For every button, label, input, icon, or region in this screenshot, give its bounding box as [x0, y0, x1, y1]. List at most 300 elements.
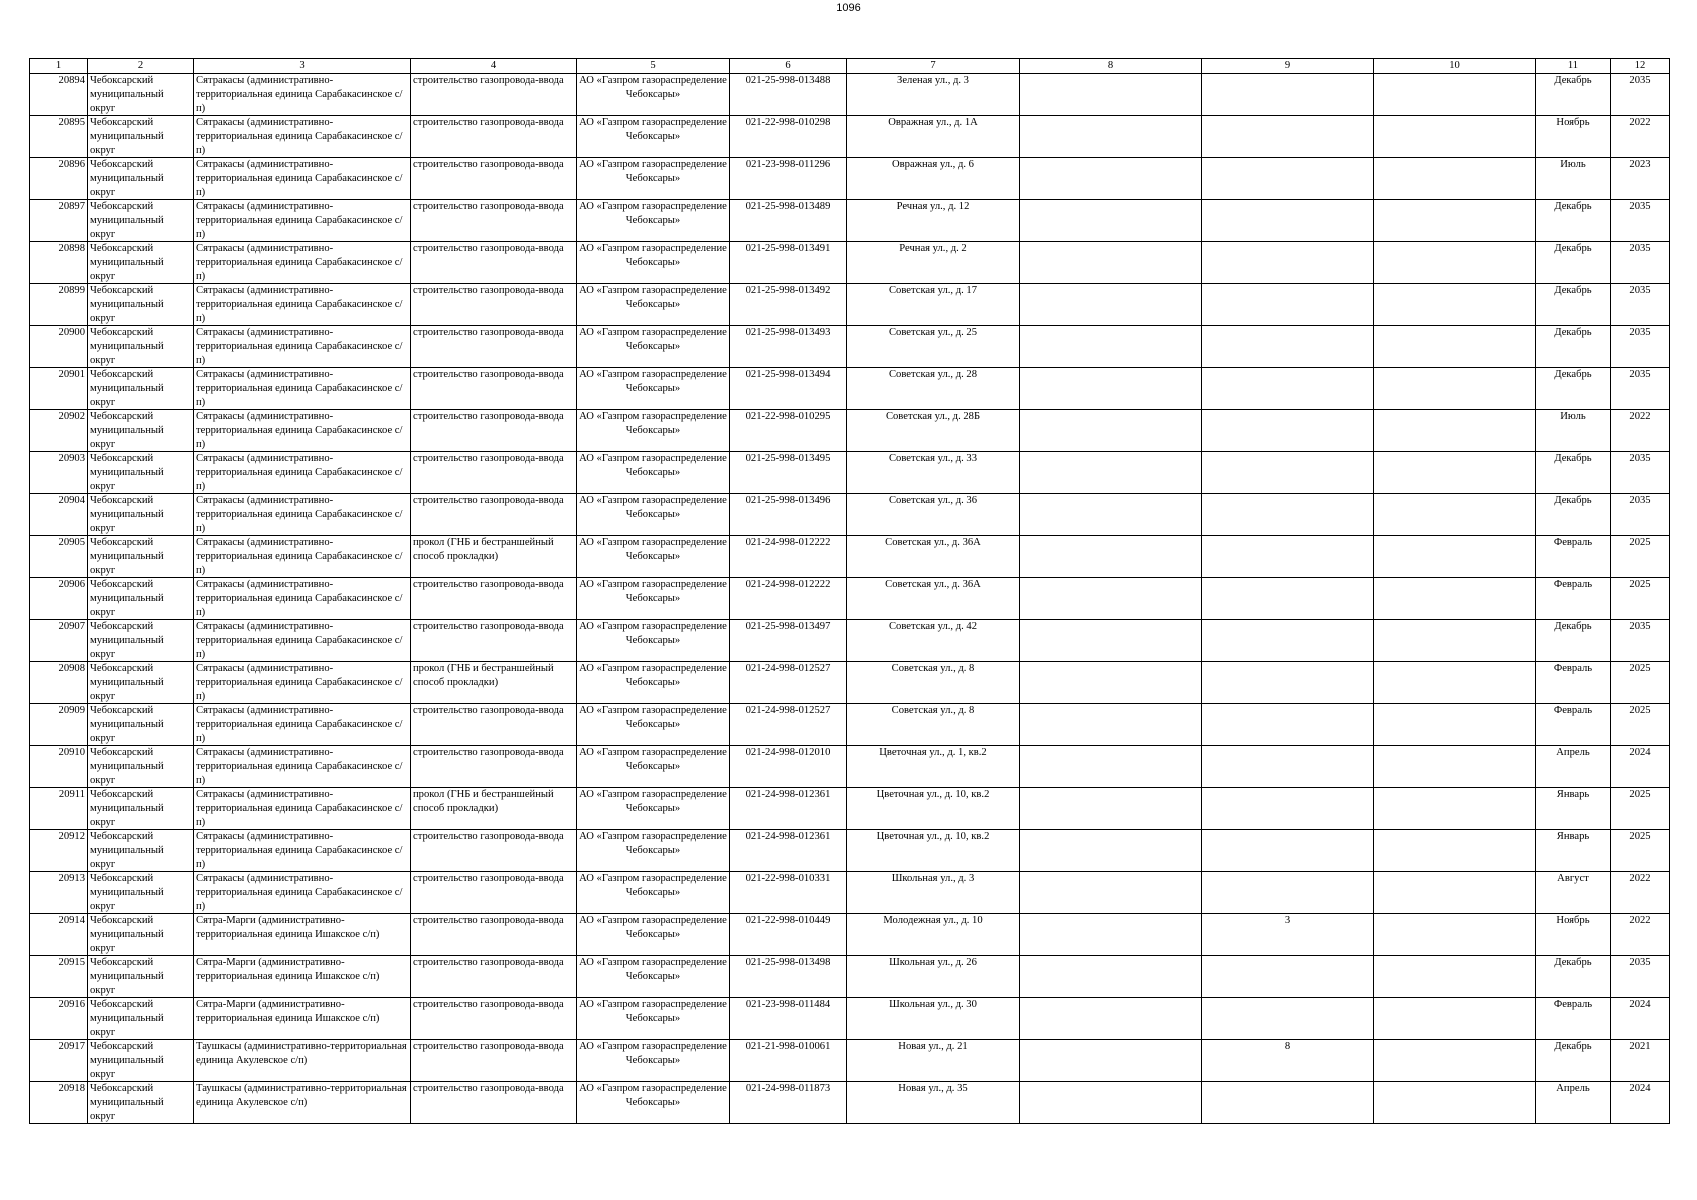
- district-cell-text: Чебоксарский муниципальный округ: [90, 453, 164, 492]
- column-8-cell: [1020, 830, 1202, 872]
- locality-cell-text: Сятракасы (административно-территориальная единица Сарабакасинское с/п): [196, 411, 403, 450]
- row-number: [30, 326, 88, 368]
- address-cell: [847, 200, 1020, 242]
- object-code-cell-text: 021-24-998-012222: [745, 579, 831, 590]
- column-9-cell: [1202, 578, 1374, 620]
- work-type-cell: [411, 1040, 577, 1082]
- year-cell-text: 2022: [1629, 873, 1651, 884]
- district-cell: [88, 1040, 194, 1082]
- column-9-cell: [1202, 284, 1374, 326]
- year-cell: [1611, 116, 1670, 158]
- district-cell: [88, 914, 194, 956]
- year-cell: [1611, 452, 1670, 494]
- row-number-text: 20896: [58, 159, 85, 170]
- row-number: [30, 620, 88, 662]
- object-code-cell: [730, 284, 847, 326]
- work-type-cell-text: строительство газопровода-ввода: [413, 75, 564, 86]
- work-type-cell: [411, 1082, 577, 1124]
- year-cell-text: 2022: [1629, 411, 1651, 422]
- year-cell: [1611, 956, 1670, 998]
- locality-cell: [194, 956, 411, 998]
- column-10-cell-text: [1376, 998, 1533, 1039]
- locality-cell-text: Сятра-Марги (административно-территориальная единица Ишакское с/п): [196, 915, 380, 940]
- month-cell: [1536, 242, 1611, 284]
- organization-cell-text: АО «Газпром газораспределение Чебоксары»: [579, 873, 727, 898]
- organization-cell: [577, 662, 730, 704]
- column-9-cell-text: [1204, 452, 1371, 493]
- column-9-cell: [1202, 494, 1374, 536]
- object-code-cell-text: 021-22-998-010449: [745, 915, 831, 926]
- locality-cell-text: Сятракасы (административно-территориальная единица Сарабакасинское с/п): [196, 243, 403, 282]
- row-number: [30, 704, 88, 746]
- column-10-cell-text: [1376, 242, 1533, 283]
- column-8-cell: [1020, 704, 1202, 746]
- column-10-cell-text: [1376, 662, 1533, 703]
- district-cell-text: Чебоксарский муниципальный округ: [90, 747, 164, 786]
- year-cell: [1611, 410, 1670, 452]
- column-8-cell: [1020, 368, 1202, 410]
- object-code-cell-text: 021-24-998-012361: [745, 831, 831, 842]
- row-number: [30, 200, 88, 242]
- address-cell-text: Школьная ул., д. 3: [891, 873, 975, 884]
- column-9-cell: [1202, 368, 1374, 410]
- row-number: [30, 74, 88, 116]
- column-10-cell: [1374, 116, 1536, 158]
- table-row: [30, 284, 1670, 326]
- object-code-cell: [730, 326, 847, 368]
- year-cell: [1611, 284, 1670, 326]
- row-number-text: 20912: [58, 831, 85, 842]
- address-cell: [847, 242, 1020, 284]
- column-8-cell: [1020, 788, 1202, 830]
- work-type-cell: [411, 74, 577, 116]
- district-cell-text: Чебоксарский муниципальный округ: [90, 957, 164, 996]
- object-code-cell: [730, 830, 847, 872]
- object-code-cell-text: 021-24-998-012361: [745, 789, 831, 800]
- address-cell: [847, 536, 1020, 578]
- locality-cell: [194, 74, 411, 116]
- column-8-cell: [1020, 74, 1202, 116]
- object-code-cell: [730, 788, 847, 830]
- work-type-cell-text: прокол (ГНБ и бестраншейный способ прокладки): [413, 789, 554, 814]
- object-code-cell: [730, 74, 847, 116]
- column-header: 4: [411, 59, 577, 74]
- column-10-cell: [1374, 242, 1536, 284]
- locality-cell-text: Сятракасы (административно-территориальная единица Сарабакасинское с/п): [196, 789, 403, 828]
- month-cell: [1536, 578, 1611, 620]
- address-cell-text: Цветочная ул., д. 10, кв.2: [876, 789, 990, 800]
- column-8-cell: [1020, 452, 1202, 494]
- column-8-cell: [1020, 956, 1202, 998]
- year-cell-text: 2023: [1629, 159, 1651, 170]
- month-cell: [1536, 410, 1611, 452]
- work-type-cell: [411, 158, 577, 200]
- work-type-cell-text: строительство газопровода-ввода: [413, 999, 564, 1010]
- organization-cell: [577, 536, 730, 578]
- object-code-cell: [730, 914, 847, 956]
- month-cell-text: Декабрь: [1554, 285, 1592, 296]
- column-header: 7: [847, 59, 1020, 74]
- district-cell: [88, 452, 194, 494]
- object-code-cell: [730, 1040, 847, 1082]
- work-type-cell-text: строительство газопровода-ввода: [413, 915, 564, 926]
- organization-cell-text: АО «Газпром газораспределение Чебоксары»: [579, 747, 727, 772]
- district-cell-text: Чебоксарский муниципальный округ: [90, 117, 164, 156]
- year-cell-text: 2025: [1629, 537, 1651, 548]
- row-number-text: 20911: [58, 789, 85, 800]
- locality-cell: [194, 578, 411, 620]
- year-cell-text: 2035: [1629, 201, 1651, 212]
- month-cell-text: Декабрь: [1554, 327, 1592, 338]
- month-cell-text: Декабрь: [1554, 1041, 1592, 1052]
- work-type-cell: [411, 704, 577, 746]
- column-8-cell-text: [1022, 788, 1199, 829]
- column-8-cell-text: [1022, 746, 1199, 787]
- column-10-cell-text: [1376, 746, 1533, 787]
- work-type-cell: [411, 578, 577, 620]
- table-row: [30, 200, 1670, 242]
- address-cell-text: Речная ул., д. 12: [896, 201, 970, 212]
- month-cell-text: Декабрь: [1554, 495, 1592, 506]
- work-type-cell-text: строительство газопровода-ввода: [413, 495, 564, 506]
- row-number-text: 20917: [58, 1041, 85, 1052]
- row-number-text: 20902: [58, 411, 85, 422]
- district-cell: [88, 830, 194, 872]
- object-code-cell-text: 021-22-998-010331: [745, 873, 831, 884]
- address-cell-text: Советская ул., д. 17: [888, 285, 978, 296]
- column-8-cell: [1020, 284, 1202, 326]
- organization-cell-text: АО «Газпром газораспределение Чебоксары»: [579, 831, 727, 856]
- column-9-cell: [1202, 914, 1374, 956]
- locality-cell-text: Сятракасы (административно-территориальная единица Сарабакасинское с/п): [196, 285, 403, 324]
- district-cell-text: Чебоксарский муниципальный округ: [90, 327, 164, 366]
- column-9-cell-text: [1204, 368, 1371, 409]
- year-cell: [1611, 788, 1670, 830]
- month-cell-text: Февраль: [1553, 663, 1593, 674]
- address-cell-text: Овражная ул., д. 6: [892, 159, 974, 170]
- object-code-cell: [730, 242, 847, 284]
- object-code-cell: [730, 410, 847, 452]
- registry-table: [29, 58, 1670, 1124]
- table-row: [30, 998, 1670, 1040]
- work-type-cell: [411, 410, 577, 452]
- work-type-cell: [411, 536, 577, 578]
- district-cell-text: Чебоксарский муниципальный округ: [90, 873, 164, 912]
- district-cell: [88, 1082, 194, 1124]
- column-10-cell: [1374, 284, 1536, 326]
- object-code-cell-text: 021-25-998-013497: [745, 621, 831, 632]
- column-10-cell: [1374, 494, 1536, 536]
- work-type-cell-text: прокол (ГНБ и бестраншейный способ прокладки): [413, 537, 554, 562]
- month-cell: [1536, 620, 1611, 662]
- address-cell-text: Речная ул., д. 2: [899, 243, 967, 254]
- table-row: [30, 368, 1670, 410]
- address-cell: [847, 494, 1020, 536]
- locality-cell-text: Сятракасы (административно-территориальная единица Сарабакасинское с/п): [196, 453, 403, 492]
- column-9-cell-text: [1204, 746, 1371, 787]
- column-8-cell-text: [1022, 368, 1199, 409]
- column-9-cell: [1202, 74, 1374, 116]
- object-code-cell: [730, 116, 847, 158]
- row-number: [30, 158, 88, 200]
- address-cell-text: Цветочная ул., д. 10, кв.2: [876, 831, 990, 842]
- column-10-cell-text: [1376, 1082, 1533, 1123]
- month-cell: [1536, 284, 1611, 326]
- locality-cell-text: Сятра-Марги (административно-территориальная единица Ишакское с/п): [196, 999, 380, 1024]
- year-cell: [1611, 1040, 1670, 1082]
- column-10-cell-text: [1376, 956, 1533, 997]
- row-number-text: 20915: [58, 957, 85, 968]
- locality-cell-text: Сятракасы (административно-территориальная единица Сарабакасинское с/п): [196, 75, 403, 114]
- row-number: [30, 368, 88, 410]
- column-header: 11: [1536, 59, 1611, 74]
- object-code-cell-text: 021-24-998-012527: [745, 663, 831, 674]
- organization-cell-text: АО «Газпром газораспределение Чебоксары»: [579, 999, 727, 1024]
- column-9-cell-text: [1204, 704, 1371, 745]
- organization-cell-text: АО «Газпром газораспределение Чебоксары»: [579, 495, 727, 520]
- row-number: [30, 578, 88, 620]
- column-10-cell-text: [1376, 578, 1533, 619]
- column-10-cell-text: [1376, 74, 1533, 115]
- object-code-cell-text: 021-23-998-011484: [745, 999, 831, 1010]
- district-cell-text: Чебоксарский муниципальный округ: [90, 369, 164, 408]
- locality-cell: [194, 830, 411, 872]
- organization-cell: [577, 956, 730, 998]
- locality-cell-text: Сятра-Марги (административно-территориальная единица Ишакское с/п): [196, 957, 380, 982]
- object-code-cell-text: 021-25-998-013493: [745, 327, 831, 338]
- district-cell-text: Чебоксарский муниципальный округ: [90, 705, 164, 744]
- column-10-cell: [1374, 746, 1536, 788]
- address-cell: [847, 662, 1020, 704]
- address-cell-text: Советская ул., д. 28Б: [885, 411, 981, 422]
- row-number-text: 20907: [58, 621, 85, 632]
- locality-cell-text: Сятракасы (административно-территориальная единица Сарабакасинское с/п): [196, 495, 403, 534]
- row-number: [30, 746, 88, 788]
- work-type-cell: [411, 956, 577, 998]
- organization-cell-text: АО «Газпром газораспределение Чебоксары»: [579, 243, 727, 268]
- object-code-cell: [730, 452, 847, 494]
- month-cell-text: Февраль: [1553, 537, 1593, 548]
- object-code-cell-text: 021-25-998-013489: [745, 201, 831, 212]
- month-cell: [1536, 116, 1611, 158]
- month-cell-text: Август: [1557, 873, 1589, 884]
- object-code-cell-text: 021-25-998-013491: [745, 243, 831, 254]
- organization-cell-text: АО «Газпром газораспределение Чебоксары»: [579, 327, 727, 352]
- column-8-cell: [1020, 536, 1202, 578]
- column-8-cell: [1020, 1040, 1202, 1082]
- column-9-cell: [1202, 662, 1374, 704]
- work-type-cell-text: строительство газопровода-ввода: [413, 411, 564, 422]
- locality-cell-text: Сятракасы (административно-территориальная единица Сарабакасинское с/п): [196, 117, 403, 156]
- organization-cell-text: АО «Газпром газораспределение Чебоксары»: [579, 453, 727, 478]
- organization-cell: [577, 158, 730, 200]
- column-8-cell-text: [1022, 452, 1199, 493]
- column-header: 10: [1374, 59, 1536, 74]
- column-8-cell: [1020, 620, 1202, 662]
- column-10-cell-text: [1376, 494, 1533, 535]
- organization-cell: [577, 620, 730, 662]
- column-10-cell: [1374, 620, 1536, 662]
- locality-cell: [194, 788, 411, 830]
- work-type-cell: [411, 116, 577, 158]
- organization-cell-text: АО «Газпром газораспределение Чебоксары»: [579, 369, 727, 394]
- address-cell: [847, 998, 1020, 1040]
- work-type-cell: [411, 914, 577, 956]
- organization-cell: [577, 998, 730, 1040]
- address-cell: [847, 620, 1020, 662]
- district-cell-text: Чебоксарский муниципальный округ: [90, 537, 164, 576]
- column-8-cell-text: [1022, 620, 1199, 661]
- work-type-cell: [411, 746, 577, 788]
- row-number: [30, 1040, 88, 1082]
- locality-cell-text: Сятракасы (административно-территориальная единица Сарабакасинское с/п): [196, 201, 403, 240]
- object-code-cell-text: 021-25-998-013494: [745, 369, 831, 380]
- month-cell: [1536, 704, 1611, 746]
- organization-cell: [577, 74, 730, 116]
- work-type-cell: [411, 368, 577, 410]
- year-cell: [1611, 914, 1670, 956]
- work-type-cell-text: строительство газопровода-ввода: [413, 1041, 564, 1052]
- object-code-cell: [730, 956, 847, 998]
- work-type-cell: [411, 872, 577, 914]
- locality-cell: [194, 326, 411, 368]
- column-9-cell: [1202, 452, 1374, 494]
- column-9-cell: [1202, 536, 1374, 578]
- column-header: 6: [730, 59, 847, 74]
- column-10-cell-text: [1376, 368, 1533, 409]
- work-type-cell: [411, 998, 577, 1040]
- table-row: [30, 158, 1670, 200]
- locality-cell: [194, 368, 411, 410]
- month-cell-text: Февраль: [1553, 579, 1593, 590]
- row-number-text: 20900: [58, 327, 85, 338]
- column-9-cell: [1202, 158, 1374, 200]
- district-cell: [88, 326, 194, 368]
- district-cell: [88, 410, 194, 452]
- year-cell: [1611, 326, 1670, 368]
- column-8-cell-text: [1022, 200, 1199, 241]
- column-10-cell-text: [1376, 914, 1533, 955]
- header-row: [30, 59, 1670, 74]
- row-number-text: 20905: [58, 537, 85, 548]
- year-cell-text: 2025: [1629, 789, 1651, 800]
- year-cell-text: 2035: [1629, 453, 1651, 464]
- column-10-cell-text: [1376, 410, 1533, 451]
- row-number: [30, 956, 88, 998]
- column-8-cell-text: [1022, 998, 1199, 1039]
- column-10-cell-text: [1376, 200, 1533, 241]
- month-cell-text: Декабрь: [1554, 243, 1592, 254]
- district-cell-text: Чебоксарский муниципальный округ: [90, 75, 164, 114]
- month-cell: [1536, 914, 1611, 956]
- organization-cell-text: АО «Газпром газораспределение Чебоксары»: [579, 789, 727, 814]
- row-number: [30, 116, 88, 158]
- month-cell-text: Апрель: [1556, 1083, 1590, 1094]
- address-cell: [847, 746, 1020, 788]
- work-type-cell: [411, 788, 577, 830]
- organization-cell: [577, 368, 730, 410]
- column-8-cell: [1020, 494, 1202, 536]
- column-9-cell-text: [1204, 200, 1371, 241]
- month-cell: [1536, 662, 1611, 704]
- column-10-cell-text: [1376, 830, 1533, 871]
- table-body: [30, 74, 1670, 1124]
- column-8-cell-text: [1022, 830, 1199, 871]
- column-10-cell-text: [1376, 872, 1533, 913]
- column-10-cell: [1374, 1082, 1536, 1124]
- year-cell: [1611, 872, 1670, 914]
- row-number-text: 20916: [58, 999, 85, 1010]
- column-9-cell-text: 3: [1284, 915, 1291, 926]
- column-10-cell-text: [1376, 620, 1533, 661]
- district-cell-text: Чебоксарский муниципальный округ: [90, 831, 164, 870]
- month-cell-text: Февраль: [1553, 999, 1593, 1010]
- organization-cell-text: АО «Газпром газораспределение Чебоксары»: [579, 705, 727, 730]
- locality-cell-text: Сятракасы (административно-территориальная единица Сарабакасинское с/п): [196, 705, 403, 744]
- object-code-cell: [730, 1082, 847, 1124]
- year-cell-text: 2035: [1629, 957, 1651, 968]
- column-9-cell-text: [1204, 74, 1371, 115]
- row-number-text: 20895: [58, 117, 85, 128]
- organization-cell-text: АО «Газпром газораспределение Чебоксары»: [579, 537, 727, 562]
- organization-cell: [577, 200, 730, 242]
- address-cell-text: Новая ул., д. 21: [898, 1041, 968, 1052]
- district-cell-text: Чебоксарский муниципальный округ: [90, 285, 164, 324]
- column-8-cell: [1020, 662, 1202, 704]
- object-code-cell: [730, 158, 847, 200]
- column-9-cell-text: [1204, 116, 1371, 157]
- object-code-cell-text: 021-25-998-013495: [745, 453, 831, 464]
- column-10-cell-text: [1376, 1040, 1533, 1081]
- column-10-cell: [1374, 914, 1536, 956]
- address-cell-text: Советская ул., д. 36: [888, 495, 978, 506]
- month-cell-text: Декабрь: [1554, 453, 1592, 464]
- organization-cell-text: АО «Газпром газораспределение Чебоксары»: [579, 915, 727, 940]
- organization-cell-text: АО «Газпром газораспределение Чебоксары»: [579, 159, 727, 184]
- row-number: [30, 788, 88, 830]
- district-cell: [88, 746, 194, 788]
- table-row: [30, 242, 1670, 284]
- organization-cell: [577, 494, 730, 536]
- year-cell: [1611, 158, 1670, 200]
- locality-cell-text: Сятракасы (административно-территориальная единица Сарабакасинское с/п): [196, 663, 403, 702]
- organization-cell-text: АО «Газпром газораспределение Чебоксары»: [579, 75, 727, 100]
- column-9-cell: [1202, 830, 1374, 872]
- column-10-cell: [1374, 998, 1536, 1040]
- column-9-cell-text: [1204, 242, 1371, 283]
- column-10-cell: [1374, 74, 1536, 116]
- locality-cell: [194, 1082, 411, 1124]
- column-9-cell: [1202, 704, 1374, 746]
- locality-cell: [194, 662, 411, 704]
- column-10-cell-text: [1376, 536, 1533, 577]
- locality-cell: [194, 998, 411, 1040]
- column-8-cell-text: [1022, 914, 1199, 955]
- table-row: [30, 914, 1670, 956]
- district-cell-text: Чебоксарский муниципальный округ: [90, 1083, 164, 1122]
- organization-cell: [577, 116, 730, 158]
- year-cell-text: 2035: [1629, 243, 1651, 254]
- table-row: [30, 746, 1670, 788]
- object-code-cell: [730, 200, 847, 242]
- locality-cell-text: Сятракасы (административно-территориальная единица Сарабакасинское с/п): [196, 747, 403, 786]
- organization-cell: [577, 746, 730, 788]
- address-cell-text: Советская ул., д. 42: [888, 621, 978, 632]
- object-code-cell-text: 021-23-998-011296: [745, 159, 831, 170]
- month-cell-text: Декабрь: [1554, 621, 1592, 632]
- organization-cell-text: АО «Газпром газораспределение Чебоксары»: [579, 663, 727, 688]
- column-header: 1: [30, 59, 88, 74]
